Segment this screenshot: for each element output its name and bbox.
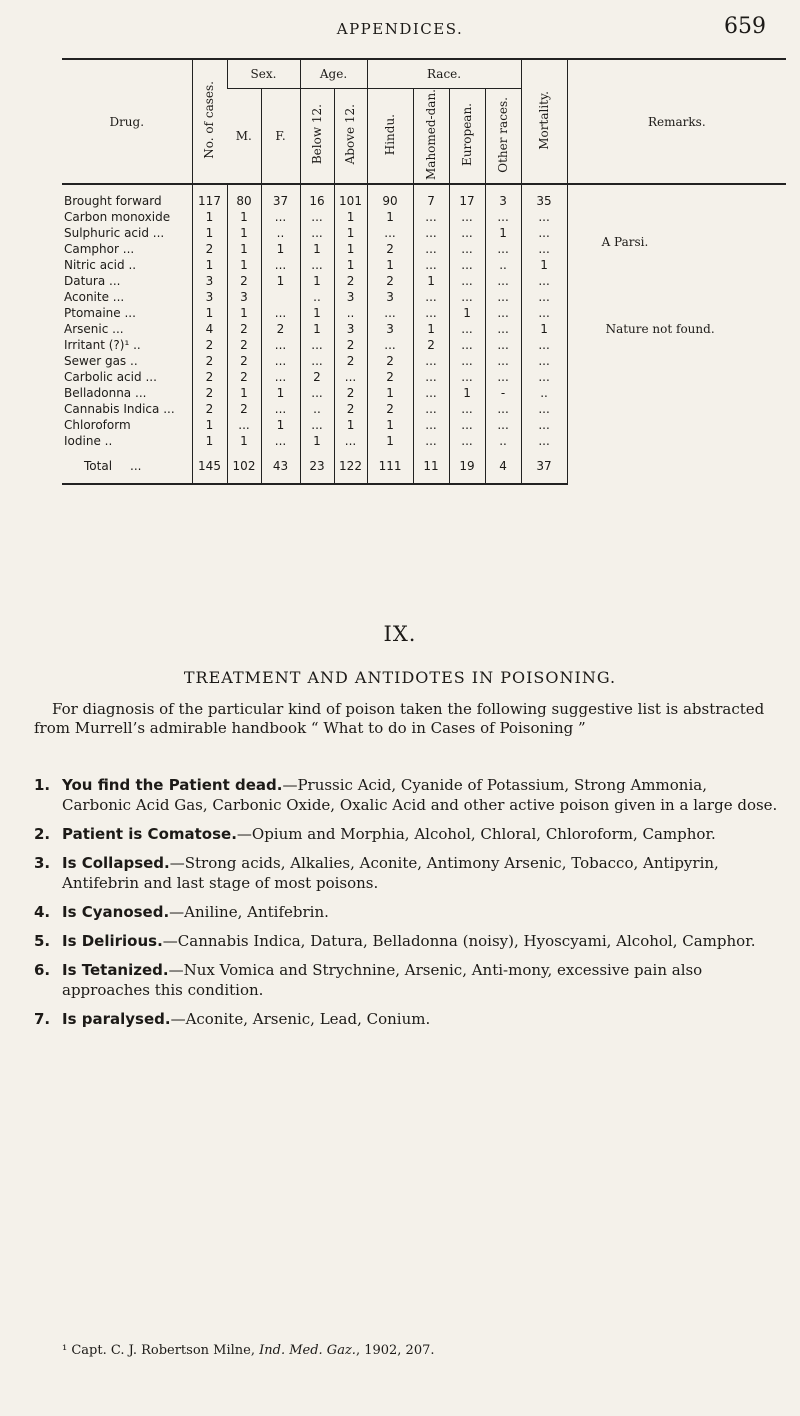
- above-cell: ...: [334, 369, 367, 385]
- header-european: European.: [449, 89, 485, 185]
- cases-cell: 1: [192, 209, 227, 225]
- f-cell: 37: [261, 184, 300, 209]
- other-cell: ...: [485, 401, 521, 417]
- remarks-cell: [567, 184, 786, 484]
- total-hindu-cell: 111: [367, 449, 413, 484]
- f-cell: ...: [261, 305, 300, 321]
- cases-cell: 117: [192, 184, 227, 209]
- m-cell: 2: [227, 353, 261, 369]
- f-cell: [261, 289, 300, 305]
- drug-cell: Carbon monoxide: [64, 210, 171, 224]
- above-cell: ...: [334, 433, 367, 449]
- other-cell: ...: [485, 369, 521, 385]
- below-cell: ...: [300, 257, 334, 273]
- m-cell: 1: [227, 241, 261, 257]
- other-cell: ...: [485, 353, 521, 369]
- mortality-cell: ...: [521, 337, 567, 353]
- mortality-cell: ...: [521, 417, 567, 433]
- mahomedan-cell: ...: [413, 209, 449, 225]
- mahomedan-cell: 1: [413, 321, 449, 337]
- header-below-12: Below 12.: [300, 89, 334, 185]
- european-cell: ...: [449, 369, 485, 385]
- m-cell: 1: [227, 433, 261, 449]
- mahomedan-cell: ...: [413, 433, 449, 449]
- header-age: Age.: [300, 59, 367, 89]
- f-cell: ...: [261, 337, 300, 353]
- mahomedan-cell: ...: [413, 257, 449, 273]
- other-cell: -: [485, 385, 521, 401]
- total-f-cell: 43: [261, 449, 300, 484]
- hindu-cell: 1: [367, 417, 413, 433]
- f-cell: ..: [261, 225, 300, 241]
- running-title: APPENDICES.: [336, 20, 464, 38]
- european-cell: ...: [449, 225, 485, 241]
- below-cell: 2: [300, 369, 334, 385]
- below-cell: ..: [300, 289, 334, 305]
- drug-cell: Nitric acid ..: [64, 258, 137, 272]
- mortality-cell: ..: [521, 385, 567, 401]
- above-cell: ..: [334, 305, 367, 321]
- above-cell: 1: [334, 225, 367, 241]
- m-cell: 2: [227, 401, 261, 417]
- m-cell: 3: [227, 289, 261, 305]
- header-mahomedan: Mahomed-dan.: [413, 89, 449, 185]
- list-item: 4. Is Cyanosed.—Aniline, Antifebrin.: [34, 903, 329, 921]
- cases-cell: 1: [192, 417, 227, 433]
- mortality-cell: 1: [521, 321, 567, 337]
- drug-cell: Chloroform: [64, 418, 131, 432]
- mortality-cell: ...: [521, 225, 567, 241]
- other-cell: ...: [485, 305, 521, 321]
- mortality-cell: 35: [521, 184, 567, 209]
- other-cell: ...: [485, 209, 521, 225]
- f-cell: ...: [261, 369, 300, 385]
- header-female: F.: [261, 89, 300, 185]
- page-number: 659: [724, 14, 766, 39]
- european-cell: ...: [449, 273, 485, 289]
- above-cell: 3: [334, 321, 367, 337]
- hindu-cell: 90: [367, 184, 413, 209]
- cases-cell: 1: [192, 257, 227, 273]
- other-cell: ...: [485, 289, 521, 305]
- header-remarks: Remarks.: [567, 59, 786, 184]
- f-cell: 1: [261, 241, 300, 257]
- cases-cell: 4: [192, 321, 227, 337]
- european-cell: ...: [449, 417, 485, 433]
- below-cell: 1: [300, 321, 334, 337]
- hindu-cell: 2: [367, 273, 413, 289]
- other-cell: ..: [485, 257, 521, 273]
- other-cell: 3: [485, 184, 521, 209]
- mortality-cell: ...: [521, 401, 567, 417]
- mortality-cell: ...: [521, 241, 567, 257]
- below-cell: ...: [300, 209, 334, 225]
- drug-cell: Carbolic acid ...: [64, 370, 157, 384]
- m-cell: 1: [227, 225, 261, 241]
- footnote: ¹ Capt. C. J. Robertson Milne, Ind. Med. Gaz., 1902, 207.: [62, 1343, 435, 1358]
- drug-cell: Iodine ..: [64, 434, 113, 448]
- cases-cell: 2: [192, 369, 227, 385]
- drug-cell: Ptomaine ...: [64, 306, 136, 320]
- header-other-races: Other races.: [485, 89, 521, 185]
- below-cell: ...: [300, 385, 334, 401]
- other-cell: ...: [485, 273, 521, 289]
- mortality-cell: ...: [521, 353, 567, 369]
- f-cell: 2: [261, 321, 300, 337]
- below-cell: 1: [300, 273, 334, 289]
- m-cell: 2: [227, 273, 261, 289]
- poisoning-table: [62, 58, 786, 485]
- section-number: IX.: [383, 622, 417, 646]
- european-cell: ...: [449, 241, 485, 257]
- above-cell: 1: [334, 417, 367, 433]
- drug-cell: Cannabis Indica ...: [64, 402, 175, 416]
- below-cell: ..: [300, 401, 334, 417]
- cases-cell: 1: [192, 225, 227, 241]
- below-cell: 1: [300, 305, 334, 321]
- table-body: [62, 184, 786, 484]
- mahomedan-cell: 2: [413, 337, 449, 353]
- mortality-cell: ...: [521, 369, 567, 385]
- drug-cell: Sulphuric acid ...: [64, 226, 165, 240]
- f-cell: ...: [261, 209, 300, 225]
- below-cell: ...: [300, 337, 334, 353]
- f-cell: ...: [261, 257, 300, 273]
- mahomedan-cell: ...: [413, 241, 449, 257]
- other-cell: ...: [485, 321, 521, 337]
- hindu-cell: 3: [367, 321, 413, 337]
- european-cell: ...: [449, 337, 485, 353]
- other-cell: 1: [485, 225, 521, 241]
- f-cell: ...: [261, 433, 300, 449]
- list-item: 3. Is Collapsed.—Strong acids, Alkalies, Aconite, Antimony Arsenic, Tobacco, Antipyrin, Antifebrin and last stage of most poisons.: [34, 854, 719, 892]
- above-cell: 1: [334, 209, 367, 225]
- other-cell: ...: [485, 241, 521, 257]
- other-cell: ...: [485, 417, 521, 433]
- mahomedan-cell: ...: [413, 401, 449, 417]
- header-sex: Sex.: [227, 59, 300, 89]
- mahomedan-cell: ...: [413, 385, 449, 401]
- other-cell: ...: [485, 337, 521, 353]
- above-cell: 1: [334, 257, 367, 273]
- drug-cell: Camphor ...: [64, 242, 135, 256]
- drug-cell: Belladonna ...: [64, 386, 147, 400]
- below-cell: 1: [300, 241, 334, 257]
- total-above-cell: 122: [334, 449, 367, 484]
- european-cell: ...: [449, 257, 485, 273]
- list-item: 1. You find the Patient dead.—Prussic Acid, Cyanide of Potassium, Strong Ammonia, Carbonic Acid Gas, Carbonic Oxide, Oxalic Acid and other active poison given in a large dose.: [34, 776, 778, 814]
- european-cell: ...: [449, 353, 485, 369]
- total-mortality-cell: 37: [521, 449, 567, 484]
- list-item: 2. Patient is Comatose.—Opium and Morphia, Alcohol, Chloral, Chloroform, Camphor.: [34, 825, 716, 843]
- mahomedan-cell: ...: [413, 305, 449, 321]
- cases-cell: 2: [192, 385, 227, 401]
- diagnosis-list: [34, 775, 778, 1038]
- below-cell: ...: [300, 225, 334, 241]
- hindu-cell: ...: [367, 337, 413, 353]
- intro-paragraph: For diagnosis of the particular kind of poison taken the following suggestive list is abstracted from Murrell’s admirable handbook “ What to do in Cases of Poisoning ”: [34, 700, 765, 737]
- m-cell: 2: [227, 369, 261, 385]
- mahomedan-cell: ...: [413, 289, 449, 305]
- below-cell: 1: [300, 433, 334, 449]
- european-cell: ...: [449, 289, 485, 305]
- total-m-cell: 102: [227, 449, 261, 484]
- mahomedan-cell: ...: [413, 369, 449, 385]
- m-cell: 2: [227, 337, 261, 353]
- mortality-cell: ...: [521, 305, 567, 321]
- cases-cell: 2: [192, 353, 227, 369]
- mortality-cell: ...: [521, 289, 567, 305]
- above-cell: 2: [334, 273, 367, 289]
- hindu-cell: ...: [367, 305, 413, 321]
- european-cell: ...: [449, 433, 485, 449]
- european-cell: 1: [449, 305, 485, 321]
- header-male: M.: [227, 89, 261, 185]
- drug-cell: Brought forward: [64, 194, 162, 208]
- f-cell: 1: [261, 273, 300, 289]
- hindu-cell: 1: [367, 209, 413, 225]
- cases-cell: 1: [192, 433, 227, 449]
- hindu-cell: 1: [367, 385, 413, 401]
- total-cases-cell: 145: [192, 449, 227, 484]
- above-cell: 3: [334, 289, 367, 305]
- hindu-cell: 2: [367, 401, 413, 417]
- cases-cell: 3: [192, 289, 227, 305]
- remark-nature: Nature not found.: [605, 322, 715, 336]
- european-cell: ...: [449, 209, 485, 225]
- header-cases: No. of cases.: [192, 59, 227, 184]
- total-below-cell: 23: [300, 449, 334, 484]
- f-cell: ...: [261, 401, 300, 417]
- european-cell: 17: [449, 184, 485, 209]
- header-race: Race.: [367, 59, 521, 89]
- cases-cell: 2: [192, 337, 227, 353]
- drug-cell: Aconite ...: [64, 290, 125, 304]
- list-item: 5. Is Delirious.—Cannabis Indica, Datura, Belladonna (noisy), Hyoscyami, Alcohol, Camphor.: [34, 932, 756, 950]
- above-cell: 2: [334, 385, 367, 401]
- m-cell: 1: [227, 385, 261, 401]
- mahomedan-cell: ...: [413, 417, 449, 433]
- m-cell: 80: [227, 184, 261, 209]
- above-cell: 2: [334, 337, 367, 353]
- drug-cell: Arsenic ...: [64, 322, 124, 336]
- hindu-cell: 2: [367, 353, 413, 369]
- european-cell: ...: [449, 401, 485, 417]
- hindu-cell: 2: [367, 241, 413, 257]
- drug-cell: Irritant (?)¹ ..: [64, 338, 141, 352]
- list-item: 7. Is paralysed.—Aconite, Arsenic, Lead, Conium.: [34, 1010, 431, 1028]
- cases-cell: 3: [192, 273, 227, 289]
- header-drug: Drug.: [62, 59, 192, 184]
- header-hindu: Hindu.: [367, 89, 413, 185]
- above-cell: 101: [334, 184, 367, 209]
- european-cell: ...: [449, 321, 485, 337]
- drug-cell: Sewer gas ..: [64, 354, 138, 368]
- total-other-cell: 4: [485, 449, 521, 484]
- mahomedan-cell: ...: [413, 225, 449, 241]
- f-cell: 1: [261, 417, 300, 433]
- mortality-cell: 1: [521, 257, 567, 273]
- header-mortality: Mortality.: [521, 59, 567, 184]
- header-above-12: Above 12.: [334, 89, 367, 185]
- mortality-cell: ...: [521, 433, 567, 449]
- m-cell: 1: [227, 257, 261, 273]
- m-cell: 2: [227, 321, 261, 337]
- remark-parsi: A Parsi.: [601, 235, 649, 249]
- m-cell: 1: [227, 209, 261, 225]
- mahomedan-cell: ...: [413, 353, 449, 369]
- table-row: [62, 184, 786, 209]
- below-cell: ...: [300, 353, 334, 369]
- hindu-cell: 2: [367, 369, 413, 385]
- above-cell: 2: [334, 401, 367, 417]
- european-cell: 1: [449, 385, 485, 401]
- total-european-cell: 19: [449, 449, 485, 484]
- cases-cell: 1: [192, 305, 227, 321]
- below-cell: 16: [300, 184, 334, 209]
- mahomedan-cell: 1: [413, 273, 449, 289]
- f-cell: 1: [261, 385, 300, 401]
- drug-cell: Datura ...: [64, 274, 121, 288]
- list-item: 6. Is Tetanized.—Nux Vomica and Strychnine, Arsenic, Anti-mony, excessive pain also approaches this condition.: [34, 961, 703, 999]
- total-mahomedan-cell: 11: [413, 449, 449, 484]
- other-cell: ..: [485, 433, 521, 449]
- hindu-cell: 1: [367, 433, 413, 449]
- mortality-cell: ...: [521, 209, 567, 225]
- below-cell: ...: [300, 417, 334, 433]
- hindu-cell: ...: [367, 225, 413, 241]
- running-head: [0, 14, 800, 48]
- hindu-cell: 3: [367, 289, 413, 305]
- mortality-cell: ...: [521, 273, 567, 289]
- cases-cell: 2: [192, 241, 227, 257]
- above-cell: 1: [334, 241, 367, 257]
- f-cell: ...: [261, 353, 300, 369]
- hindu-cell: 1: [367, 257, 413, 273]
- cases-cell: 2: [192, 401, 227, 417]
- m-cell: 1: [227, 305, 261, 321]
- section-title: TREATMENT AND ANTIDOTES IN POISONING.: [183, 668, 617, 687]
- m-cell: ...: [227, 417, 261, 433]
- above-cell: 2: [334, 353, 367, 369]
- total-label: Total ...: [62, 449, 192, 484]
- mahomedan-cell: 7: [413, 184, 449, 209]
